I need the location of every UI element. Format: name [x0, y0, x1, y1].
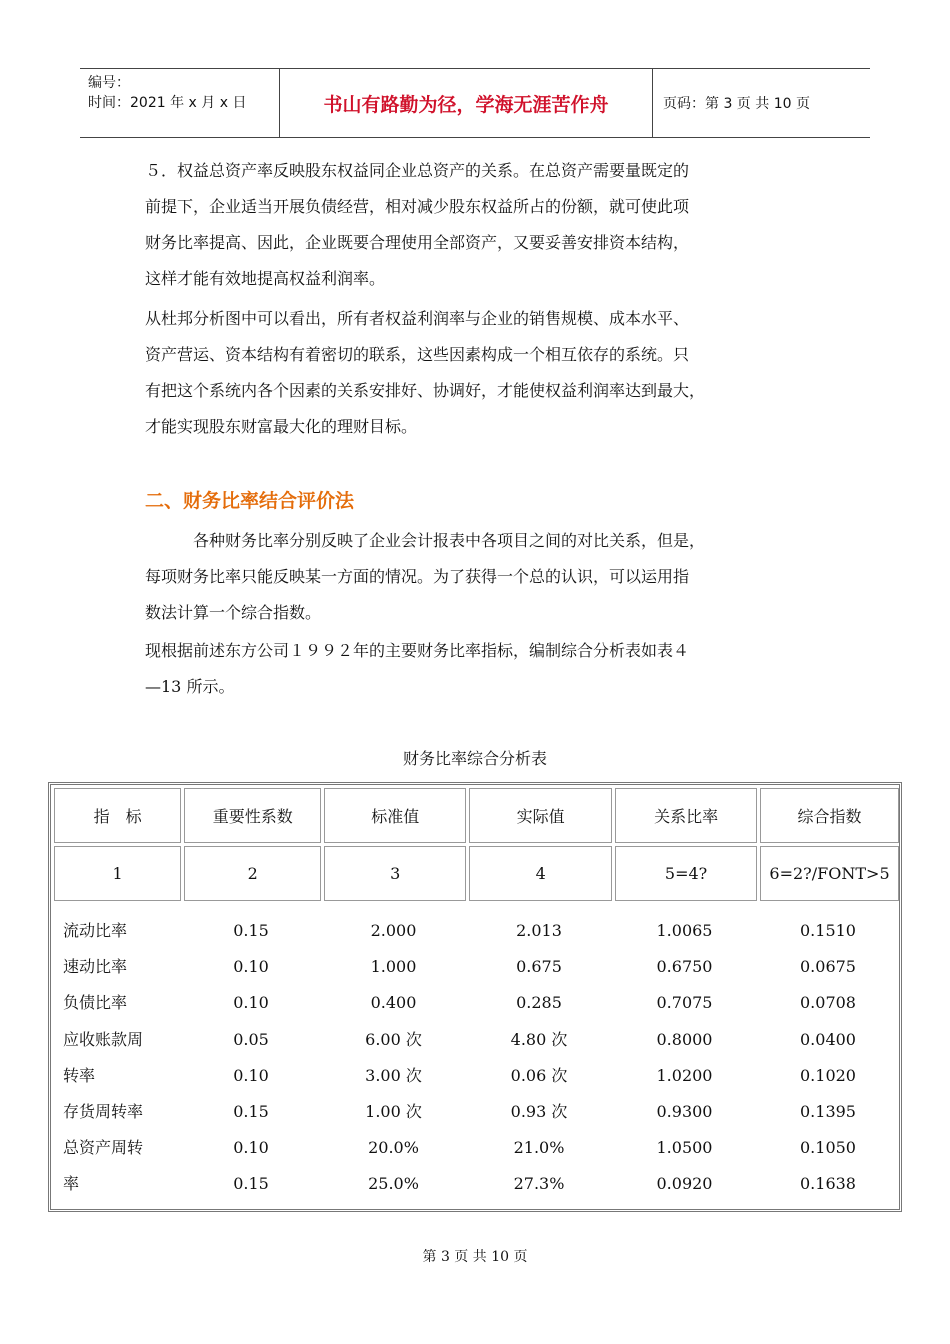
weight-column	[181, 901, 321, 1209]
ratio-cell: 0.6750	[656, 957, 713, 977]
header-cell-ratio: 关系比率	[615, 788, 757, 843]
standard-cell: 1.000	[370, 957, 417, 977]
text-line: 前提下，企业适当开展负债经营，相对减少股东权益所占的份额，就可使此项	[145, 197, 690, 216]
weight-cell: 0.15	[233, 1174, 269, 1194]
standard-cell: 0.400	[370, 993, 417, 1013]
indicator-cell: 转率	[63, 1065, 96, 1085]
text-line: 各种财务比率分别反映了企业会计报表中各项目之间的对比关系，但是，	[145, 531, 706, 550]
actual-cell: 27.3%	[513, 1174, 565, 1194]
index-cell: 0.0400	[800, 1029, 856, 1049]
text-line: —13 所示。	[145, 677, 235, 696]
standard-cell: 25.0%	[368, 1174, 419, 1194]
index-cell: 0.0675	[800, 957, 856, 977]
section-heading: 二、财务比率结合评价法	[145, 490, 355, 512]
indicator-cell: 流动比率	[63, 921, 128, 940]
index-cell: 0.1050	[800, 1138, 856, 1158]
header-motto: 书山有路勤为径，学海无涯苦作舟	[280, 69, 653, 137]
text-line: 从杜邦分析图中可以看出，所有者权益利润率与企业的销售规模、成本水平、	[145, 309, 690, 328]
ratio-cell: 1.0065	[656, 921, 713, 940]
header-page-number: 页码：第 3 页 共 10 页	[663, 96, 810, 112]
index-cell: 0.1638	[800, 1174, 856, 1194]
header-cell-weight: 重要性系数	[184, 788, 321, 843]
index-cell: 0.1020	[800, 1065, 856, 1085]
standard-cell: 2.000	[370, 921, 417, 940]
paragraph-equity-ratio	[145, 153, 815, 297]
weight-cell: 0.10	[233, 993, 269, 1013]
standard-column	[321, 901, 466, 1209]
indicator-cell: 应收账款周	[63, 1029, 144, 1049]
actual-cell: 2.013	[516, 921, 562, 940]
text-line: ５．权益总资产率反映股东权益同企业总资产的关系。在总资产需要量既定的	[145, 161, 690, 180]
weight-cell: 0.10	[233, 1065, 269, 1085]
weight-cell: 0.05	[233, 1029, 269, 1049]
text-line: 资产营运、资本结构有着密切的联系，这些因素构成一个相互依存的系统。只	[145, 345, 690, 364]
text-line: 现根据前述东方公司１９９２年的主要财务比率指标，编制综合分析表如表４	[145, 641, 690, 660]
page-footer: 第 3 页 共 10 页	[422, 1249, 528, 1265]
paragraph-table-intro	[145, 633, 815, 705]
header-meta	[80, 69, 280, 137]
indicator-cell: 存货周转率	[63, 1101, 144, 1121]
text-line: 这样才能有效地提高权益利润率。	[145, 269, 386, 288]
index-cell: 0.0708	[800, 993, 856, 1013]
indicator-cell: 负债比率	[63, 993, 128, 1013]
index-cell: 0.1395	[800, 1101, 856, 1121]
column-number: 5=4?	[615, 846, 757, 901]
column-number: 6=2?/FONT>5	[760, 846, 899, 901]
column-number: 1	[54, 846, 181, 901]
column-number: 4	[469, 846, 612, 901]
actual-cell: 0.285	[516, 993, 562, 1013]
ratio-cell: 1.0500	[656, 1138, 713, 1158]
page-header	[80, 68, 870, 138]
document-number-label: 编号：	[88, 75, 130, 91]
table-caption: 财务比率综合分析表	[402, 749, 547, 768]
column-number: 3	[324, 846, 466, 901]
header-cell-index: 综合指数	[760, 788, 899, 843]
table-header-row	[51, 785, 899, 843]
text-line: 有把这个系统内各个因素的关系安排好、协调好，才能使权益利润率达到最大，	[145, 381, 706, 400]
indicator-cell: 速动比率	[63, 957, 128, 977]
text-line: 财务比率提高、因此，企业既要合理使用全部资产，又要妥善安排资本结构，	[145, 233, 690, 252]
table-data-block	[51, 901, 899, 1209]
actual-cell: 0.06 次	[510, 1065, 568, 1085]
standard-cell: 6.00 次	[365, 1029, 422, 1049]
standard-cell: 1.00 次	[365, 1101, 422, 1121]
actual-cell: 0.675	[516, 957, 562, 977]
table-column-number-row	[51, 843, 899, 901]
actual-cell: 0.93 次	[510, 1101, 568, 1121]
text-line: 才能实现股东财富最大化的理财目标。	[145, 417, 418, 436]
ratio-cell: 0.8000	[656, 1029, 713, 1049]
ratio-cell: 0.9300	[656, 1101, 713, 1121]
column-number: 2	[184, 846, 321, 901]
index-column	[757, 901, 899, 1209]
ratio-column	[612, 901, 757, 1209]
paragraph-dupont-analysis	[145, 301, 815, 445]
indicator-column	[51, 901, 181, 1209]
text-line: 数法计算一个综合指数。	[145, 603, 322, 622]
weight-cell: 0.10	[233, 957, 269, 977]
ratio-cell: 0.0920	[656, 1174, 713, 1194]
actual-cell: 21.0%	[513, 1138, 565, 1158]
ratio-cell: 1.0200	[656, 1065, 713, 1085]
header-cell-standard: 标准值	[324, 788, 466, 843]
index-cell: 0.1510	[800, 921, 856, 940]
document-time-label: 时间：2021 年 x 月 x 日	[88, 95, 247, 111]
ratio-analysis-table	[48, 782, 902, 1212]
weight-cell: 0.15	[233, 921, 269, 940]
header-cell-actual: 实际值	[469, 788, 612, 843]
indicator-cell: 总资产周转	[63, 1138, 144, 1158]
text-line: 每项财务比率只能反映某一方面的情况。为了获得一个总的认识，可以运用指	[145, 567, 690, 586]
header-cell-indicator: 指 标	[54, 788, 181, 843]
standard-cell: 3.00 次	[365, 1065, 422, 1085]
weight-cell: 0.10	[233, 1138, 269, 1158]
actual-cell: 4.80 次	[510, 1029, 568, 1049]
standard-cell: 20.0%	[368, 1138, 419, 1158]
ratio-cell: 0.7075	[656, 993, 713, 1013]
actual-column	[466, 901, 612, 1209]
indicator-cell: 率	[63, 1174, 80, 1194]
paragraph-ratio-method	[145, 523, 815, 631]
weight-cell: 0.15	[233, 1101, 269, 1121]
